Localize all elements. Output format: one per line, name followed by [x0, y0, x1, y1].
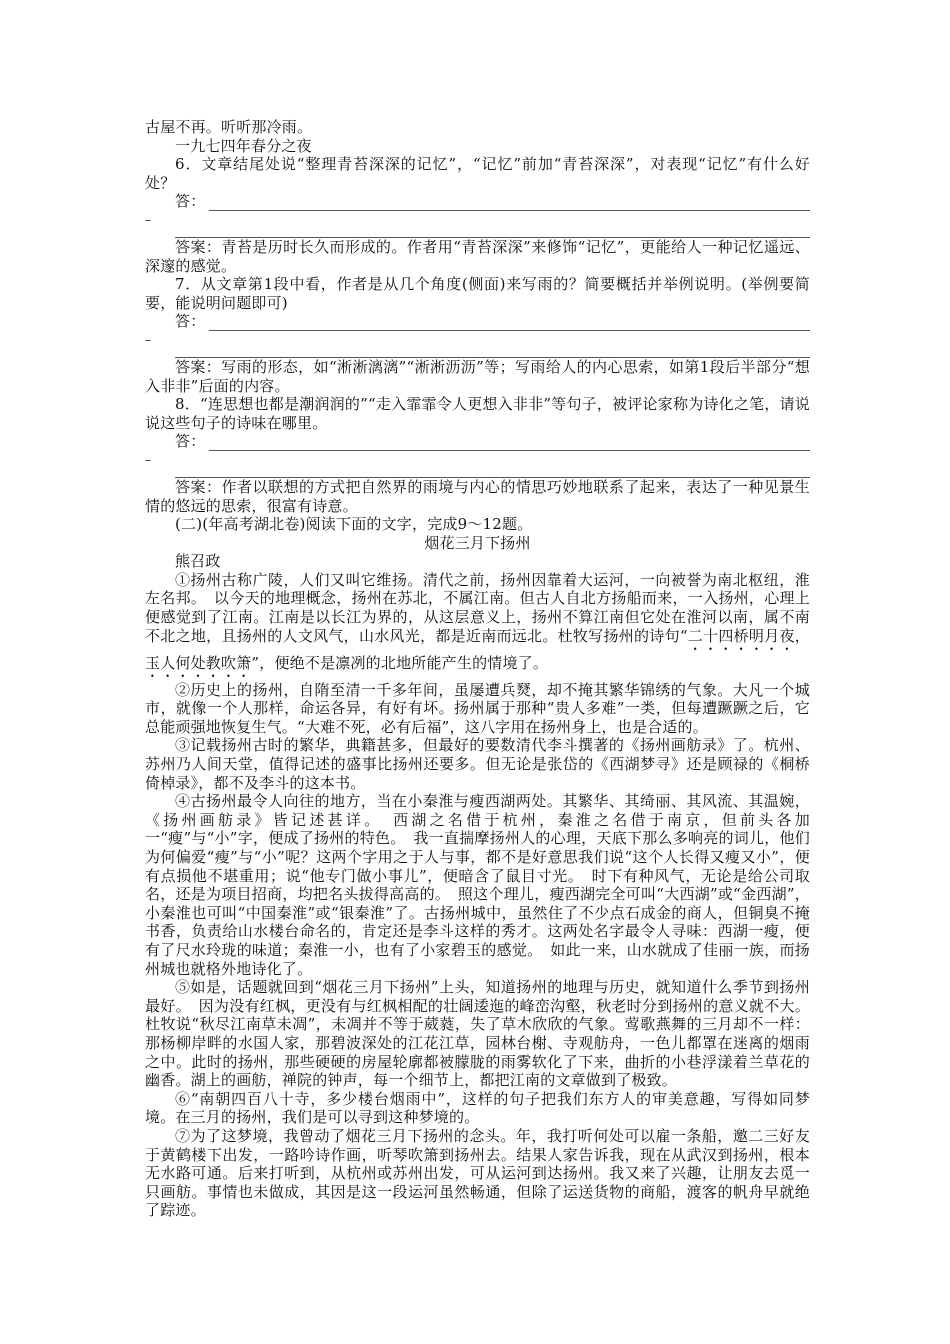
text-line: 古屋不再。听听那冷雨。 — [145, 118, 313, 136]
answer-blank[interactable] — [209, 318, 810, 331]
article-title: 烟花三月下扬州 — [424, 533, 531, 552]
answer-blank[interactable] — [209, 438, 810, 451]
answer-label: 答： — [175, 192, 206, 211]
question-7: 7．从文章第1段中看，作者是从几个角度(侧面)来写雨的？简要概括并举例说明。(举例要简要，能说明问题即可) — [145, 275, 810, 312]
dash-mark: – — [145, 452, 152, 467]
dash-mark: – — [145, 332, 152, 347]
answer-label: 答： — [175, 432, 206, 451]
emphasized-quote: “二十四桥明月夜，玉人何处教吹箫” — [145, 626, 810, 672]
answer-6: 答案：青苔是历时长久而形成的。作者用“青苔深深”来修饰“记忆”，更能给人一种记忆遥远、深邃的感觉。 — [145, 237, 810, 275]
answer-rule — [175, 229, 810, 238]
paragraph-1-text: ①扬州古称广陵，人们又叫它维扬。清代之前，扬州因靠着大运河，一向被誉为南北枢纽，淮左名邦。 以今天的地理概念，扬州在苏北，不属江南。但古人自北方扬船而来，一入扬州，心理上便感觉到了江南。江南是以长江为界的，从这层意义上，扬州不算江南但它处在淮河以南，属不南不北之地，且扬州的人文风气，山水风光，都是近南而远北。杜牧写扬州的诗句 — [145, 570, 810, 645]
paragraph-1-end: ，便绝不是凛冽的北地所能产生的情境了。 — [259, 653, 549, 672]
answer-blank[interactable] — [209, 198, 810, 211]
paragraph-2: ②历史上的扬州，自隋至清一千多年间，虽屡遭兵燹，却不掩其繁华锦绣的气象。大凡一个城市，就像一个人那样，命运各异，有好有坏。扬州属于那种“贵人多难”一类，但每遭蹶蹶之后，它总能顽强地恢复生气。“大难不死，必有后福”，这八字用在扬州身上，也是合适的。 — [145, 680, 810, 736]
question-8: 8．“连思想也都是潮润润的”“走入霏霏令人更想入非非”等句子，被评论家称为诗化之笔，请说说这些句子的诗味在哪里。 — [145, 395, 810, 432]
answer-line-7[interactable] — [145, 312, 810, 331]
question-6: 6．文章结尾处说“整理青苔深深的记忆”，“记忆”前加“青苔深深”，对表现“记忆”有什么好处？ — [145, 155, 810, 192]
answer-rule — [175, 349, 810, 358]
document-page — [145, 118, 810, 1220]
answer-7: 答案：写雨的形态，如“淅淅漓漓”“淅淅沥沥”等；写雨给人的内心思索，如第1段后半部分“想入非非”后面的内容。 — [145, 357, 810, 395]
paragraph-6: ⑥“南朝四百八十寺，多少楼台烟雨中”，这样的句子把我们东方人的审美意趣，写得如同梦境。在三月的扬州，我们是可以寻到这种梦境的。 — [145, 1089, 810, 1127]
section-heading: (二)(年高考湖北卷)阅读下面的文字，完成9～12题。 — [175, 515, 533, 534]
article-author: 熊召政 — [175, 552, 221, 571]
answer-line-8[interactable] — [145, 432, 810, 451]
paragraph-5: ⑤如是，话题就回到“烟花三月下扬州”上头，知道扬州的地理与历史，就知道什么季节到扬州最好。 因为没有红枫，更没有与红枫相配的壮阔逶迤的峰峦沟壑，秋老时分到扬州的意义就不大。杜牧说“秋尽江南草未凋”，未凋并不等于葳蕤，失了草木欣欣的气象。莺歌燕舞的三月却不一样：那杨柳岸畔的水国人家，那碧波深处的江花江草，园林台榭、寺观舫舟，一色儿都罩在迷离的烟雨之中。此时的扬州，那些硬硬的房屋轮廓都被朦胧的雨雾软化了下来，曲折的小巷浮漾着兰草花的幽香。湖上的画舫，禅院的钟声，每一个细节上，都把江南的文章做到了极致。 — [145, 978, 810, 1090]
date-line: 一九七四年春分之夜 — [175, 136, 312, 155]
dash-mark: – — [145, 212, 152, 227]
answer-label: 答： — [175, 312, 206, 331]
answer-8: 答案：作者以联想的方式把自然界的雨境与内心的情思巧妙地联系了起来，表达了一种见景生情的悠远的思索，很富有诗意。 — [145, 477, 810, 515]
paragraph-7: ⑦为了这梦境，我曾动了烟花三月下扬州的念头。年，我打听何处可以雇一条船，邀二三好友于黄鹤楼下出发，一路吟诗作画，听琴吹箫到扬州去。结果人家告诉我，现在从武汉到扬州，根本无水路可通。后来打听到，从杭州或苏州出发，可从运河到达扬州。我又来了兴趣，让朋友去觅一只画舫。事情也未做成，其因是这一段运河虽然畅通，但除了运送货物的商船，渡客的帆舟早就绝了踪迹。 — [145, 1126, 810, 1220]
paragraph-1 — [145, 571, 810, 681]
paragraph-4: ④古扬州最令人向往的地方，当在小秦淮与瘦西湖两处。其繁华、其绮丽、其风流、其温婉，《扬州画舫录》皆记述甚详。 西湖之名借于杭州，秦淮之名借于南京，但前头各加一“瘦”与“小”字，便成了扬州的特色。 我一直揣摩扬州人的心理，天底下那么多响亮的词儿，他们为何偏爱“瘦”与“小”呢？这两个字用之于人与事，都不是好意思我们说“这个人长得又瘦又小”，便有点损他不堪重用；说“他专门做小事儿”，便暗含了鼠目寸光。 时下有种风气，无论是给公司取名，还是为项目招商，均把名头拔得高高的。 照这个理儿，瘦西湖完全可叫“大西湖”或“金西湖”，小秦淮也可叫“中国秦淮”或“银秦淮”了。古扬州城中，虽然住了不少点石成金的商人，但铜臭不掩书香，负责给山水楼台命名的，肯定还是李斗这样的秀才。这两处名字最令人寻味：西湖一瘦，便有了尺水玲珑的味道；秦淮一小，也有了小家碧玉的感觉。 如此一来，山水就成了佳丽一族，而扬州城也就格外地诗化了。 — [145, 792, 810, 978]
answer-line-6[interactable] — [145, 192, 810, 211]
answer-rule — [175, 469, 810, 478]
paragraph-3: ③记载扬州古时的繁华，典籍甚多，但最好的要数清代李斗撰著的《扬州画舫录》了。杭州、苏州乃人间天堂，值得记述的盛事比扬州还要多。但无论是张岱的《西湖梦寻》还是顾禄的《桐桥倚棹录》，都不及李斗的这本书。 — [145, 736, 810, 792]
